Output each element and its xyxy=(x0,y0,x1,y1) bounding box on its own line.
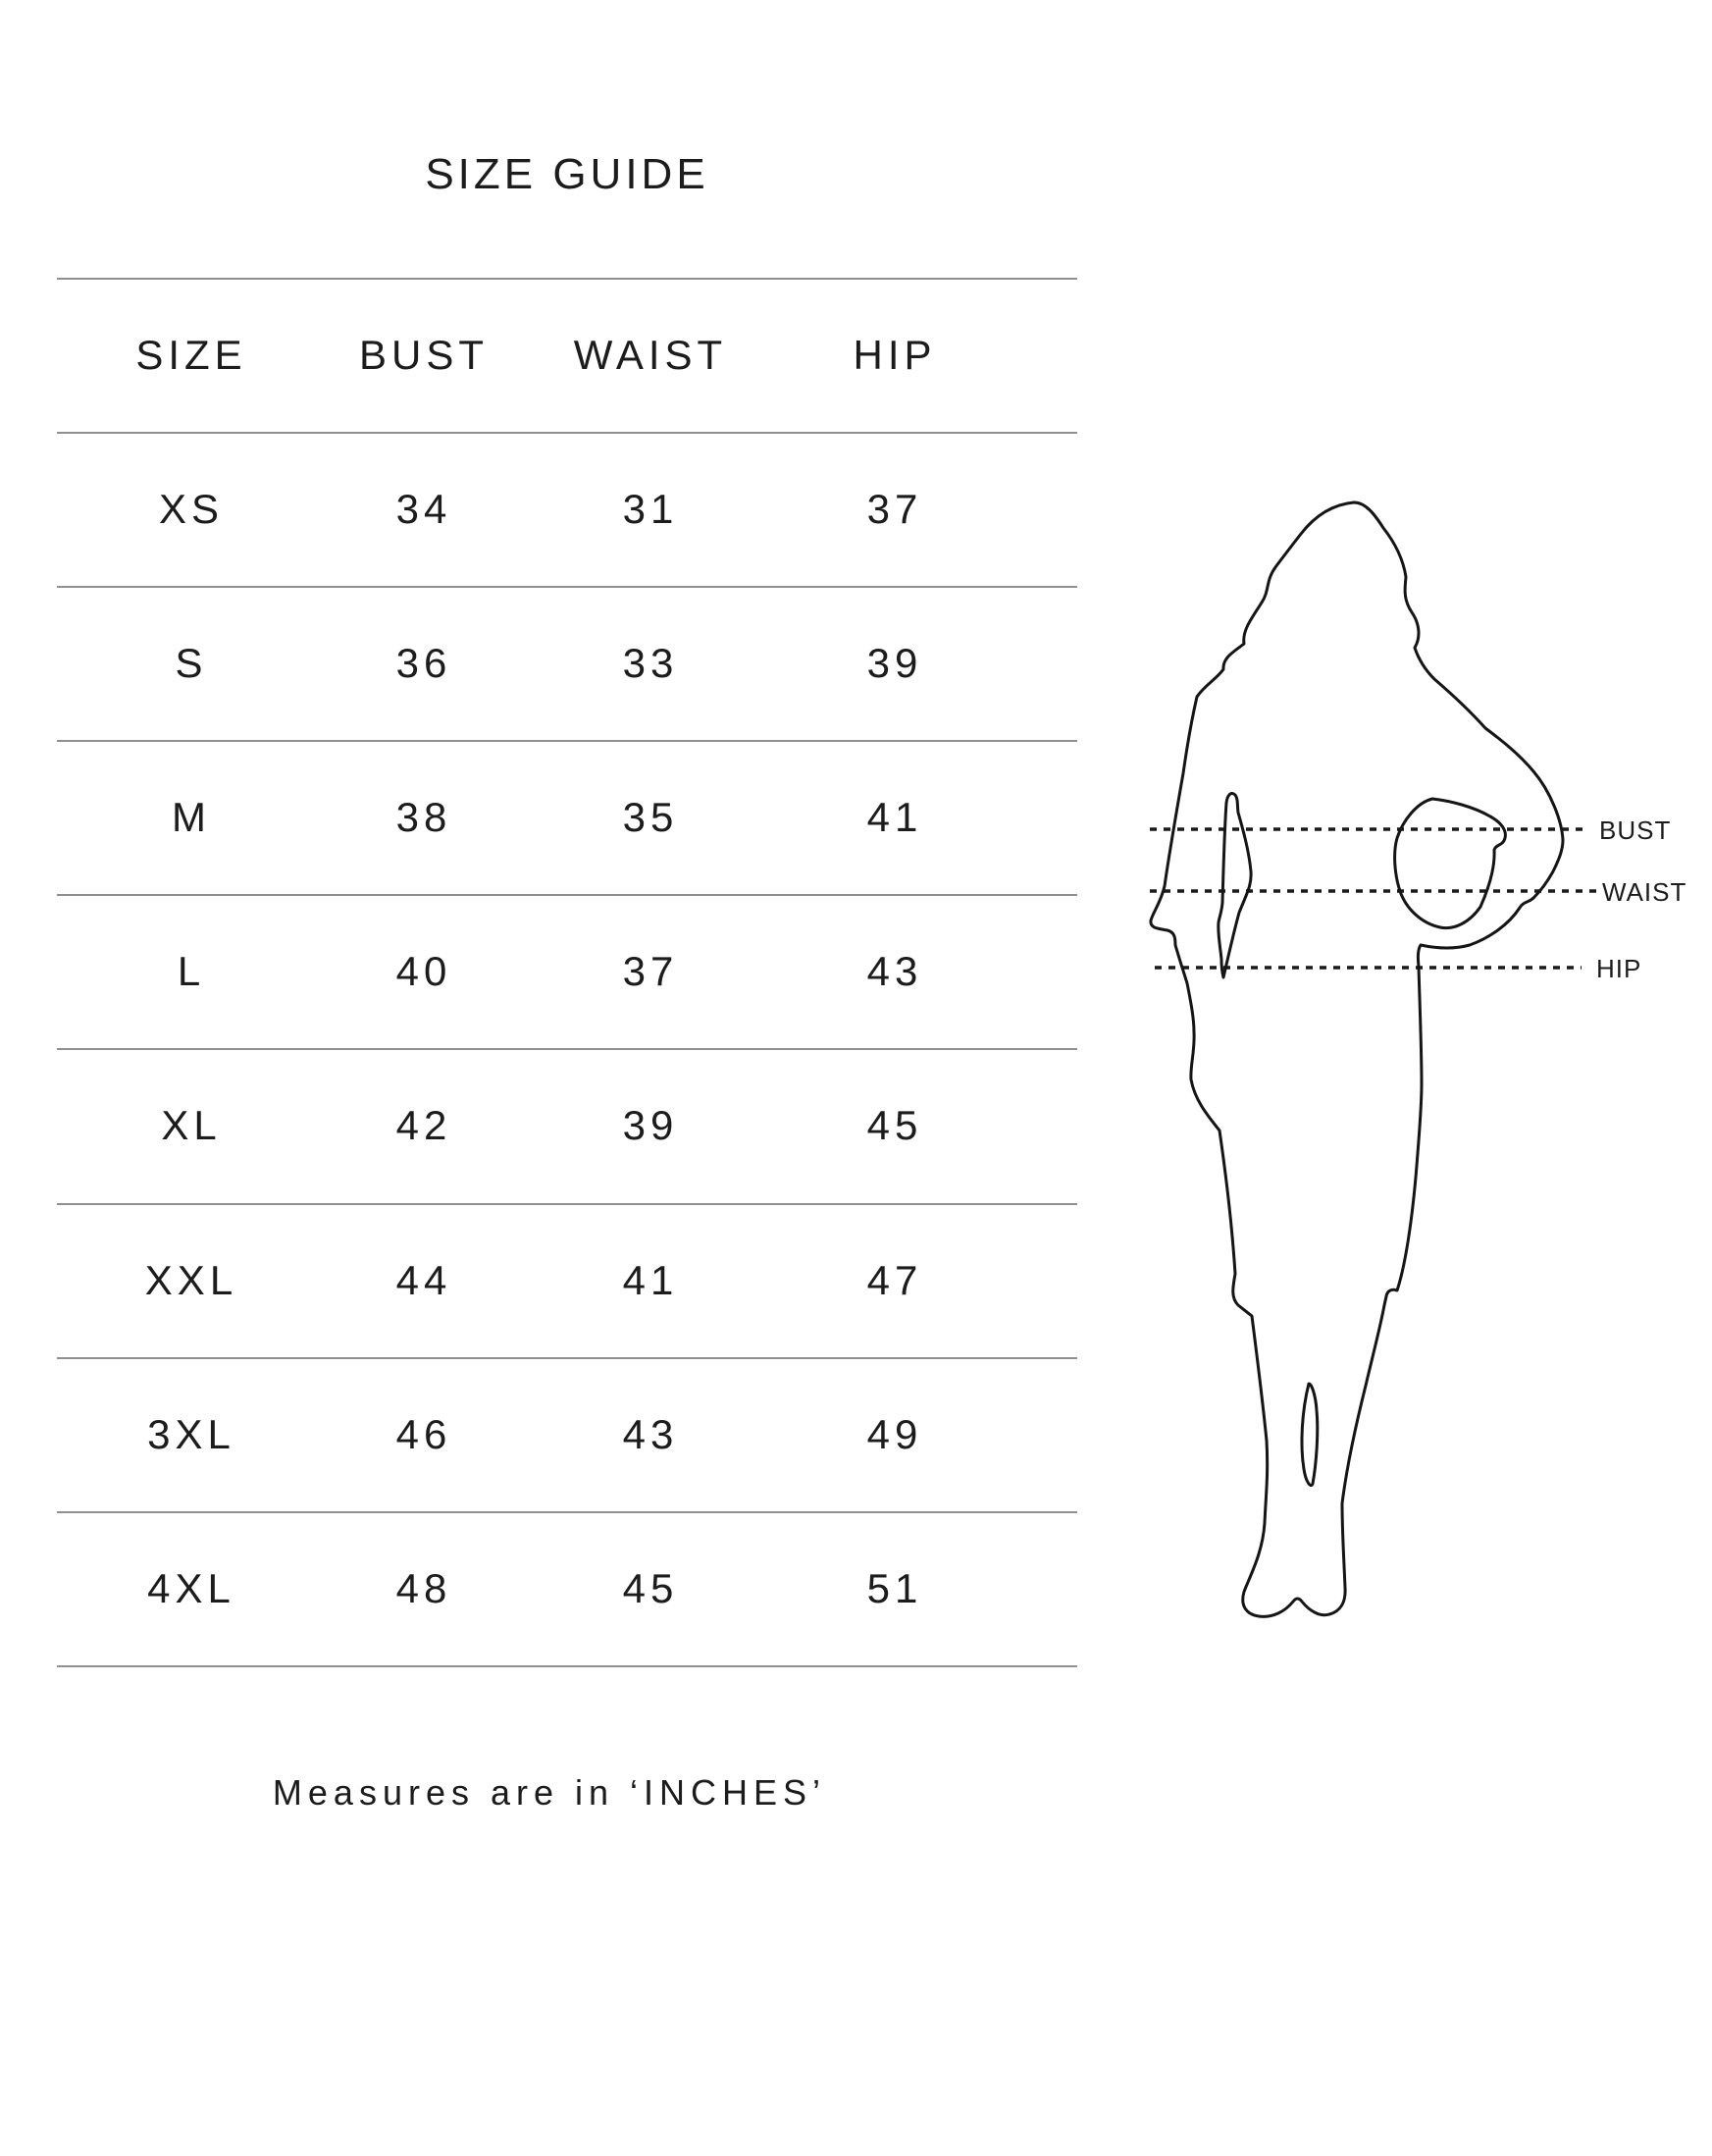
table-row-s xyxy=(57,586,1077,740)
waist-value: 43 xyxy=(622,1410,679,1457)
column-header-size: SIZE xyxy=(135,331,247,378)
table-row-xs xyxy=(57,432,1077,586)
column-header-bust: BUST xyxy=(358,331,489,378)
hip-value: 47 xyxy=(866,1256,923,1303)
bust-value: 36 xyxy=(395,639,452,686)
table-row-l xyxy=(57,894,1077,1048)
hip-value: 41 xyxy=(866,793,923,840)
waist-line-label: WAIST xyxy=(1602,877,1687,907)
hip-value: 43 xyxy=(866,947,923,994)
table-header-row xyxy=(57,278,1077,432)
waist-value: 45 xyxy=(622,1564,679,1611)
waist-value: 33 xyxy=(622,639,679,686)
waist-value: 37 xyxy=(622,947,679,994)
table-row-4xl xyxy=(57,1511,1077,1665)
table-rule xyxy=(57,1665,1077,1667)
bust-value: 38 xyxy=(395,793,452,840)
size-label: XXL xyxy=(144,1256,238,1303)
table-row-xl xyxy=(57,1048,1077,1202)
bust-value: 42 xyxy=(395,1101,452,1148)
size-label: L xyxy=(177,947,206,994)
waist-value: 39 xyxy=(622,1101,679,1148)
hip-value: 45 xyxy=(866,1101,923,1148)
hip-value: 37 xyxy=(866,485,923,532)
bust-value: 34 xyxy=(395,485,452,532)
hand-on-hip-gap-line xyxy=(1395,799,1506,928)
bust-value: 40 xyxy=(395,947,452,994)
size-label: 3XL xyxy=(147,1410,235,1457)
page-title: SIZE GUIDE xyxy=(425,150,709,198)
hip-value: 49 xyxy=(866,1410,923,1457)
arm-torso-gap-line xyxy=(1219,793,1251,977)
column-header-hip: HIP xyxy=(853,331,937,378)
calf-gap-line xyxy=(1302,1384,1318,1486)
hip-line-label: HIP xyxy=(1596,954,1642,983)
size-label: M xyxy=(172,793,211,840)
size-label: XS xyxy=(158,485,225,532)
hip-value: 51 xyxy=(866,1564,923,1611)
column-header-waist: WAIST xyxy=(573,331,728,378)
waist-value: 35 xyxy=(622,793,679,840)
size-label: S xyxy=(175,639,208,686)
size-label: XL xyxy=(161,1101,222,1148)
hip-value: 39 xyxy=(866,639,923,686)
bust-value: 44 xyxy=(395,1256,452,1303)
woman-silhouette-outline xyxy=(1151,502,1563,1616)
measurement-figure xyxy=(1079,432,1712,1668)
table-row-m xyxy=(57,740,1077,894)
units-note: Measures are in ‘INCHES’ xyxy=(272,1772,827,1813)
waist-value: 41 xyxy=(622,1256,679,1303)
table-row-3xl xyxy=(57,1357,1077,1511)
waist-value: 31 xyxy=(622,485,679,532)
table-row-xxl xyxy=(57,1203,1077,1357)
bust-value: 46 xyxy=(395,1410,452,1457)
size-label: 4XL xyxy=(147,1564,235,1611)
bust-line-label: BUST xyxy=(1599,815,1672,845)
bust-value: 48 xyxy=(395,1564,452,1611)
